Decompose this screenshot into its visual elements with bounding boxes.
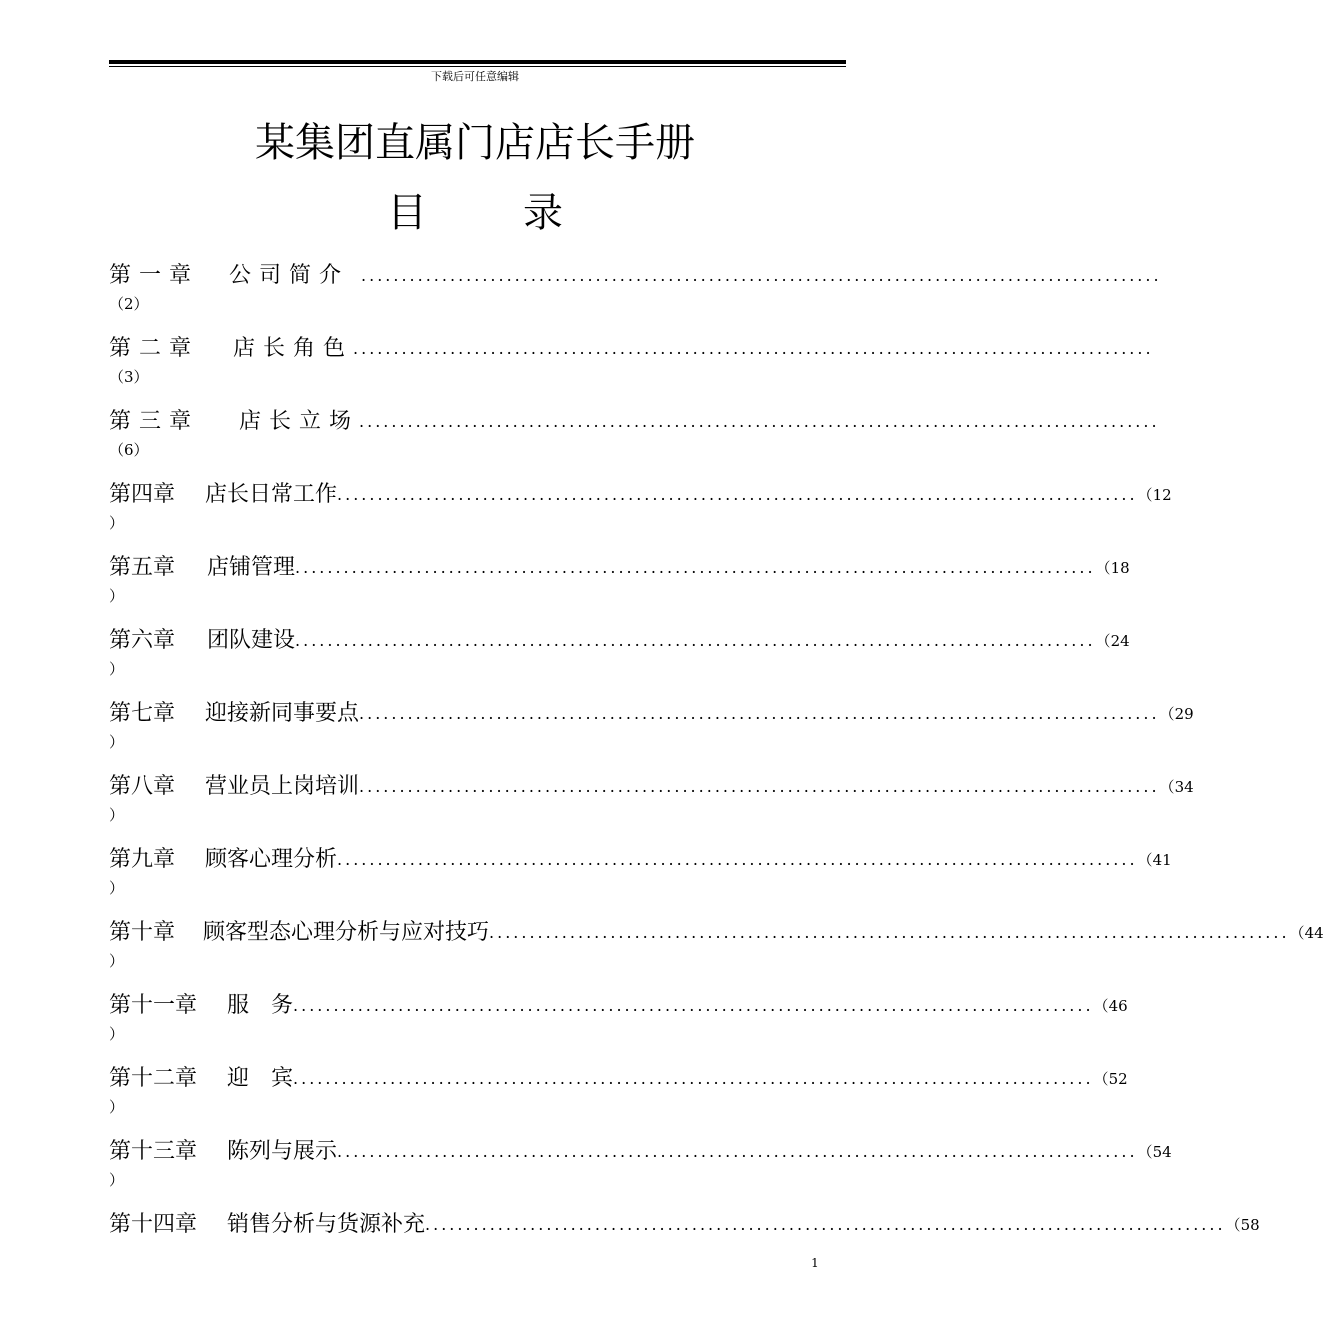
toc-entry[interactable] [109, 400, 1160, 473]
toc-chapter-title: 顾客型态心理分析与应对技巧 [203, 920, 490, 945]
toc-page-open: （ [1289, 924, 1305, 942]
toc-chapter-number: 第三章 [109, 409, 200, 434]
toc-chapter-title: 公司简介 [229, 263, 350, 288]
toc-leader-dots: ................................................................................................... [359, 704, 1160, 723]
toc-leader-dots: ................................................................................................... [489, 923, 1290, 942]
toc-leader-dots: ................................................................................................... [359, 412, 1160, 431]
toc-leader-dots: ................................................................................................... [361, 266, 1162, 285]
toc-chapter-title: 服 务 [227, 993, 294, 1018]
document-title: 某集团直属门店店长手册 [255, 120, 695, 166]
toc-leader-dots: ................................................................................................... [295, 631, 1096, 650]
toc-entry[interactable] [109, 473, 1172, 546]
toc-page-open: （ [1137, 851, 1153, 869]
toc-page-number: 54 [1152, 1143, 1172, 1161]
toc-leader-dots: ................................................................................................... [337, 850, 1138, 869]
toc-chapter-number: 第五章 [109, 555, 176, 580]
toc-page-close: ） [109, 1098, 125, 1116]
toc-leader-dots: ................................................................................................... [359, 777, 1160, 796]
toc-entry[interactable] [109, 765, 1194, 838]
toc-chapter-number: 第六章 [109, 628, 176, 653]
toc-page-close: ） [109, 587, 125, 605]
toc-page-close: ） [109, 1171, 125, 1189]
toc-chapter-title: 迎 宾 [227, 1066, 294, 1091]
toc-chapter-number: 第七章 [109, 701, 176, 726]
toc-page-number: 24 [1110, 632, 1130, 650]
toc-entry[interactable] [109, 911, 1324, 984]
page-number: 1 [811, 1256, 819, 1270]
toc-chapter-number: 第十一章 [109, 993, 198, 1018]
toc-chapter-title: 店长角色 [233, 336, 354, 361]
toc-entry[interactable] [109, 254, 1162, 327]
toc-entry[interactable] [109, 619, 1130, 692]
toc-page-open: （ [1159, 778, 1175, 796]
toc-page-close: ） [109, 952, 125, 970]
toc-heading-right: 录 [523, 190, 563, 236]
toc-page-number: 44 [1304, 924, 1324, 942]
toc-page-close: ） [109, 514, 125, 532]
toc-entry[interactable] [109, 327, 1154, 400]
toc-leader-dots: ................................................................................................... [337, 485, 1138, 504]
toc-chapter-title: 营业员上岗培训 [205, 774, 360, 799]
toc-page-number: 34 [1174, 778, 1194, 796]
toc-entry[interactable] [109, 692, 1194, 765]
table-of-contents [109, 254, 1324, 1276]
toc-entry[interactable] [109, 838, 1172, 911]
toc-page-close: ） [109, 806, 125, 824]
toc-entry[interactable] [109, 546, 1130, 619]
toc-page-open: （ [1095, 632, 1111, 650]
toc-leader-dots: ................................................................................................... [337, 1142, 1138, 1161]
header-note: 下载后可任意编辑 [431, 70, 519, 83]
toc-page-ref: （2） [109, 295, 149, 313]
toc-leader-dots: ................................................................................................... [293, 1069, 1094, 1088]
toc-chapter-number: 第十三章 [109, 1139, 198, 1164]
header-rule-thin [109, 66, 846, 67]
toc-chapter-title: 店长日常工作 [205, 482, 338, 507]
toc-page-ref: （3） [109, 368, 149, 386]
toc-entry[interactable] [109, 1130, 1172, 1203]
toc-chapter-number: 第十二章 [109, 1066, 198, 1091]
toc-entry[interactable] [109, 984, 1128, 1057]
toc-page-number: 29 [1174, 705, 1194, 723]
toc-page-open: （ [1137, 486, 1153, 504]
toc-page-number: 18 [1110, 559, 1130, 577]
toc-page-number: 12 [1152, 486, 1172, 504]
toc-page-close: ） [109, 660, 125, 678]
toc-page-open: （ [1137, 1143, 1153, 1161]
toc-chapter-number: 第四章 [109, 482, 176, 507]
toc-page-open: （ [1225, 1216, 1241, 1234]
toc-chapter-title: 店铺管理 [207, 555, 296, 580]
toc-chapter-title: 团队建设 [207, 628, 296, 653]
toc-page-close: ） [109, 879, 125, 897]
toc-chapter-number: 第八章 [109, 774, 176, 799]
toc-page-number: 52 [1108, 1070, 1128, 1088]
toc-entry[interactable] [109, 1057, 1128, 1130]
toc-page-number: 46 [1108, 997, 1128, 1015]
toc-leader-dots: ................................................................................................... [425, 1215, 1226, 1234]
toc-page-close: ） [109, 1025, 125, 1043]
toc-page-open: （ [1159, 705, 1175, 723]
toc-heading-left: 目 [387, 190, 427, 236]
toc-chapter-title: 陈列与展示 [227, 1139, 338, 1164]
toc-chapter-number: 第二章 [109, 336, 200, 361]
toc-chapter-title: 顾客心理分析 [205, 847, 338, 872]
toc-page-open: （ [1093, 1070, 1109, 1088]
toc-heading [0, 186, 950, 240]
toc-chapter-number: 第一章 [109, 263, 200, 288]
toc-chapter-title: 销售分析与货源补充 [227, 1212, 426, 1237]
toc-page-ref: （6） [109, 441, 149, 459]
toc-chapter-number: 第十四章 [109, 1212, 198, 1237]
toc-chapter-number: 第九章 [109, 847, 176, 872]
toc-page-open: （ [1093, 997, 1109, 1015]
toc-page-number: 41 [1152, 851, 1172, 869]
toc-chapter-number: 第十章 [109, 920, 176, 945]
toc-page-open: （ [1095, 559, 1111, 577]
header-rule-thick [109, 60, 846, 64]
toc-leader-dots: ................................................................................................... [353, 339, 1154, 358]
toc-chapter-title: 店长立场 [239, 409, 360, 434]
toc-chapter-title: 迎接新同事要点 [205, 701, 360, 726]
toc-leader-dots: ................................................................................................... [295, 558, 1096, 577]
toc-page-close: ） [109, 733, 125, 751]
toc-page-number: 58 [1240, 1216, 1260, 1234]
toc-leader-dots: ................................................................................................... [293, 996, 1094, 1015]
